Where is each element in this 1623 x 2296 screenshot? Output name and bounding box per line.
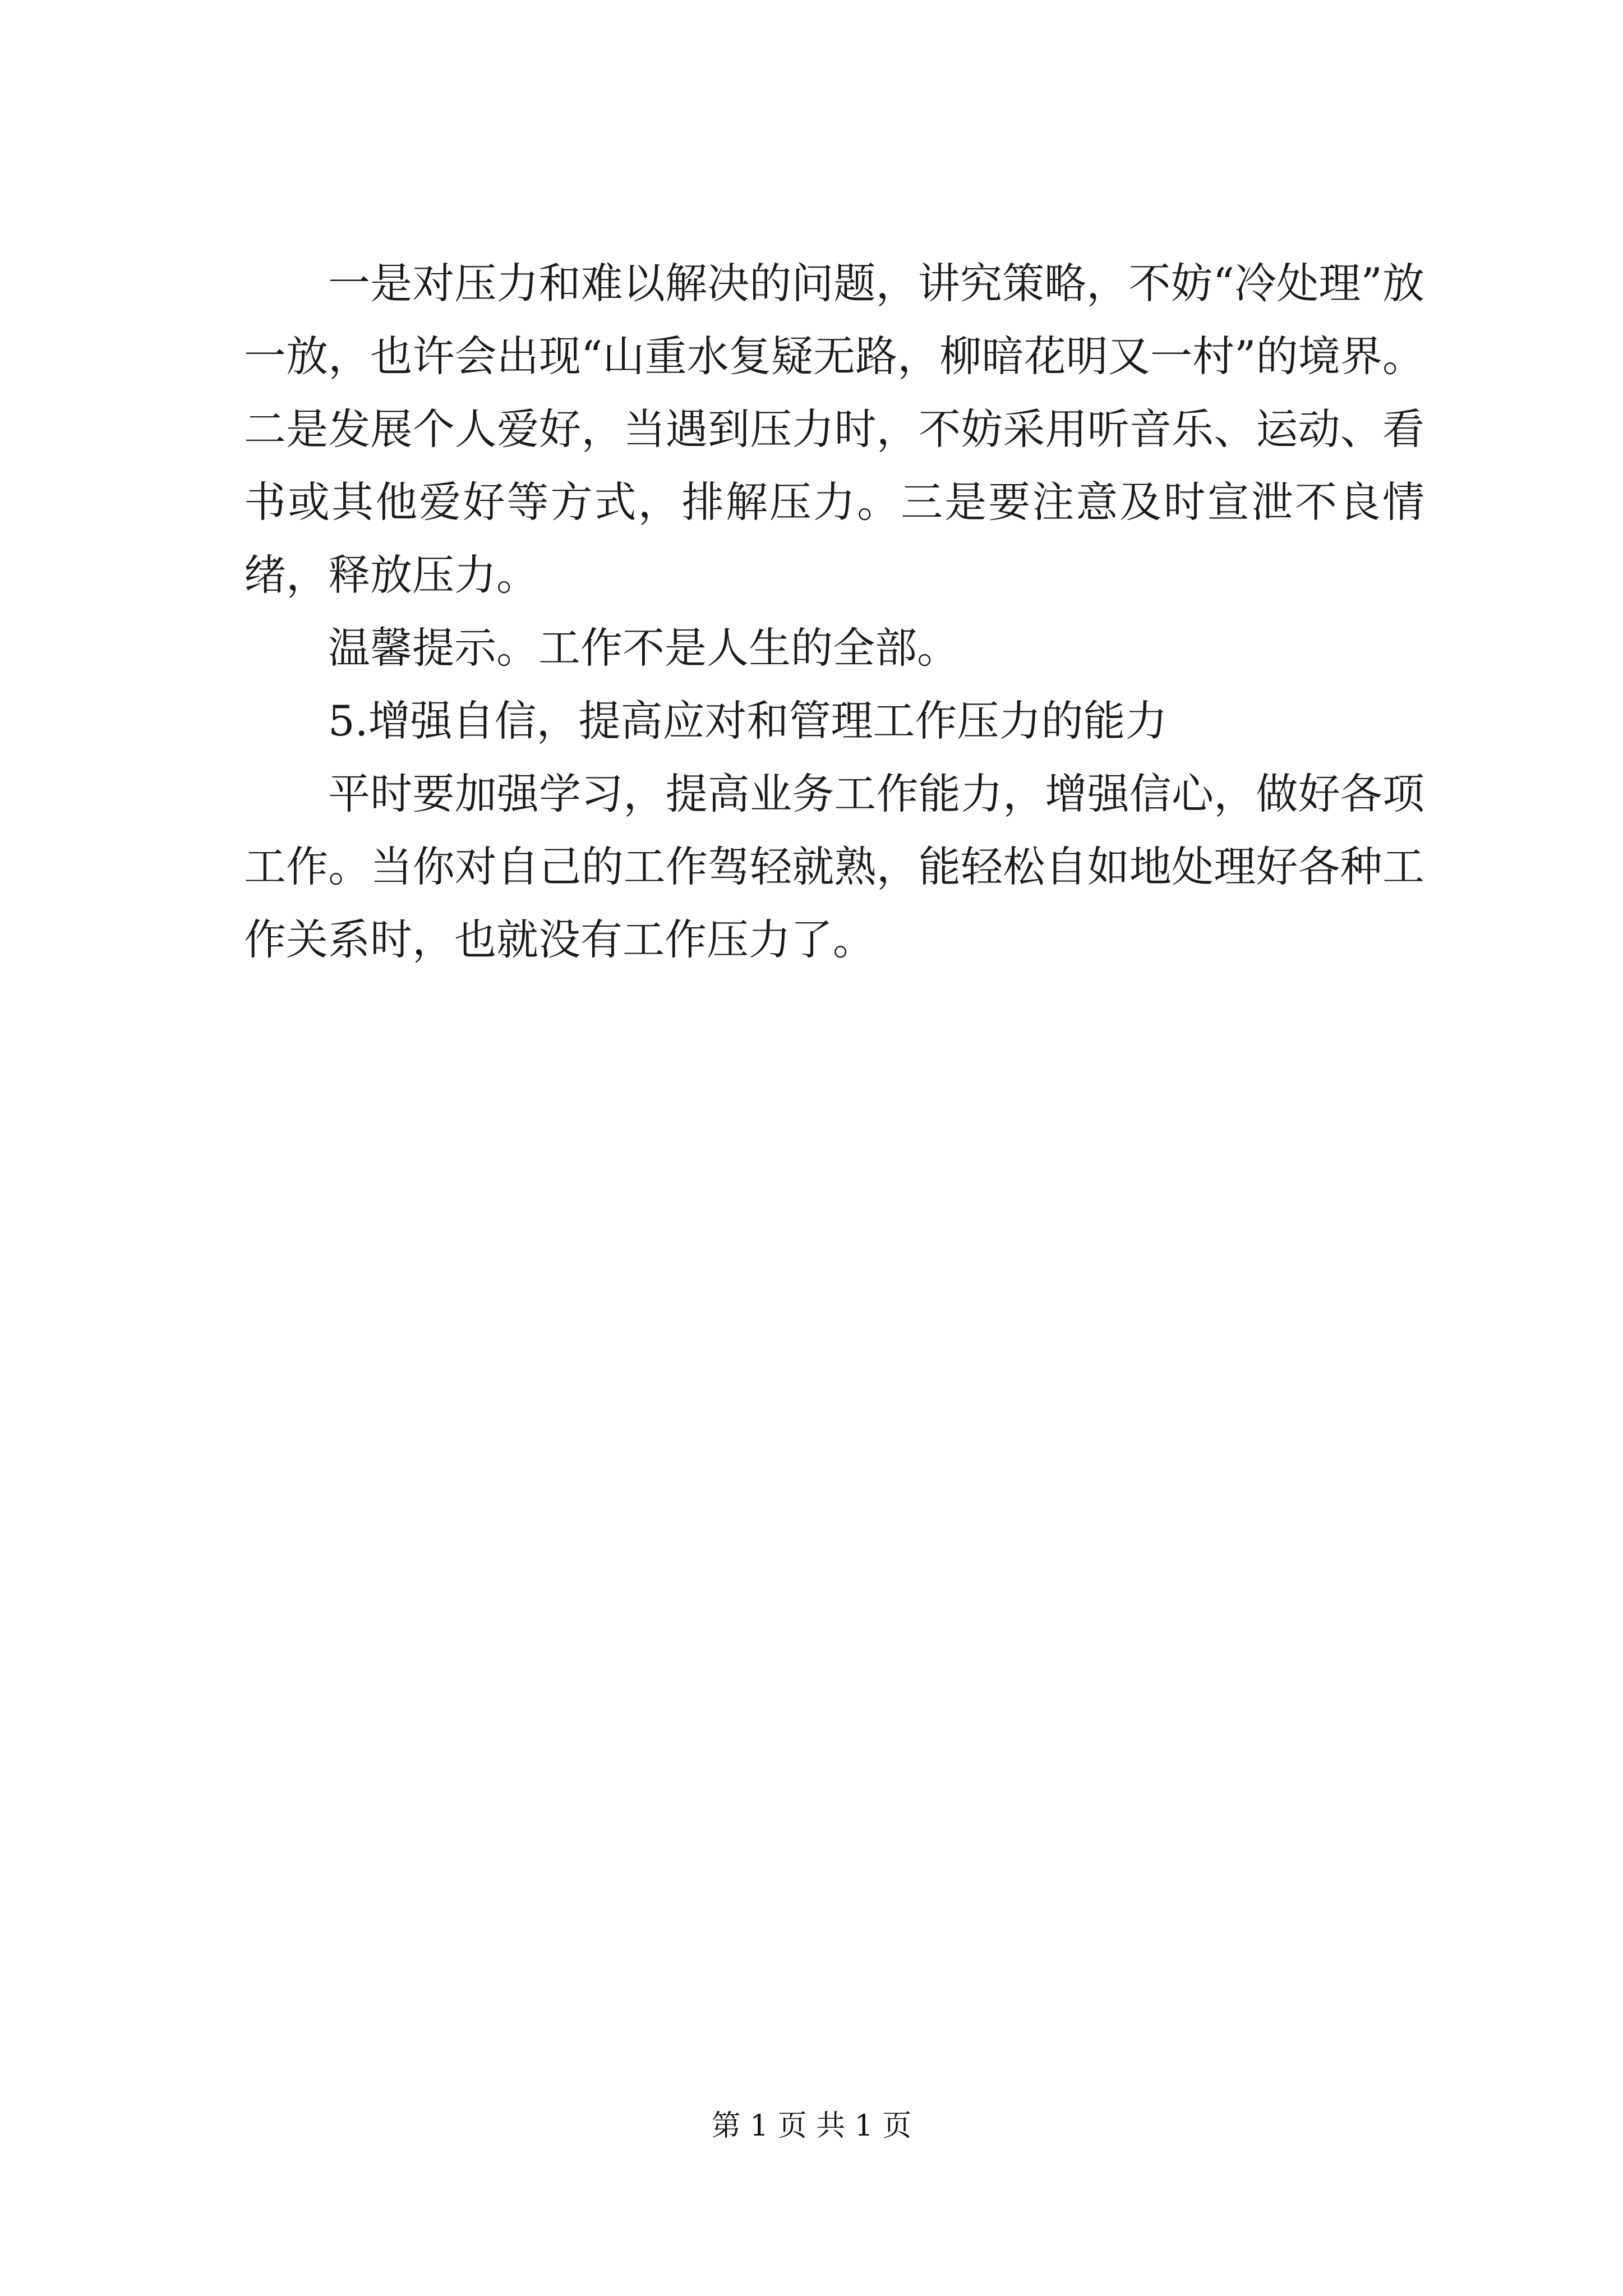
page-footer: 第 1 页 共 1 页 <box>711 2109 912 2143</box>
paragraph-stress-strategies: 一是对压力和难以解决的问题，讲究策略，不妨“冷处理”放一放，也许会出现“山重水复疑无路，柳暗花明又一村”的境界。二是发展个人爱好，当遇到压力时，不妨采用听音乐、运动、看书或其他爱好等方式，排解压力。三是要注意及时宣泄不良情绪，释放压力。 <box>244 259 1424 600</box>
section-heading-confidence: 5.增强自信，提高应对和管理工作压力的能力 <box>328 696 1168 746</box>
paragraph-confidence: 平时要加强学习，提高业务工作能力，增强信心，做好各项工作。当你对自己的工作驾轻就熟，能轻松自如地处理好各种工作关系时，也就没有工作压力了。 <box>244 769 1424 964</box>
paragraph-warm-tip: 温馨提示。工作不是人生的全部。 <box>328 623 960 673</box>
document-body <box>244 247 1424 976</box>
